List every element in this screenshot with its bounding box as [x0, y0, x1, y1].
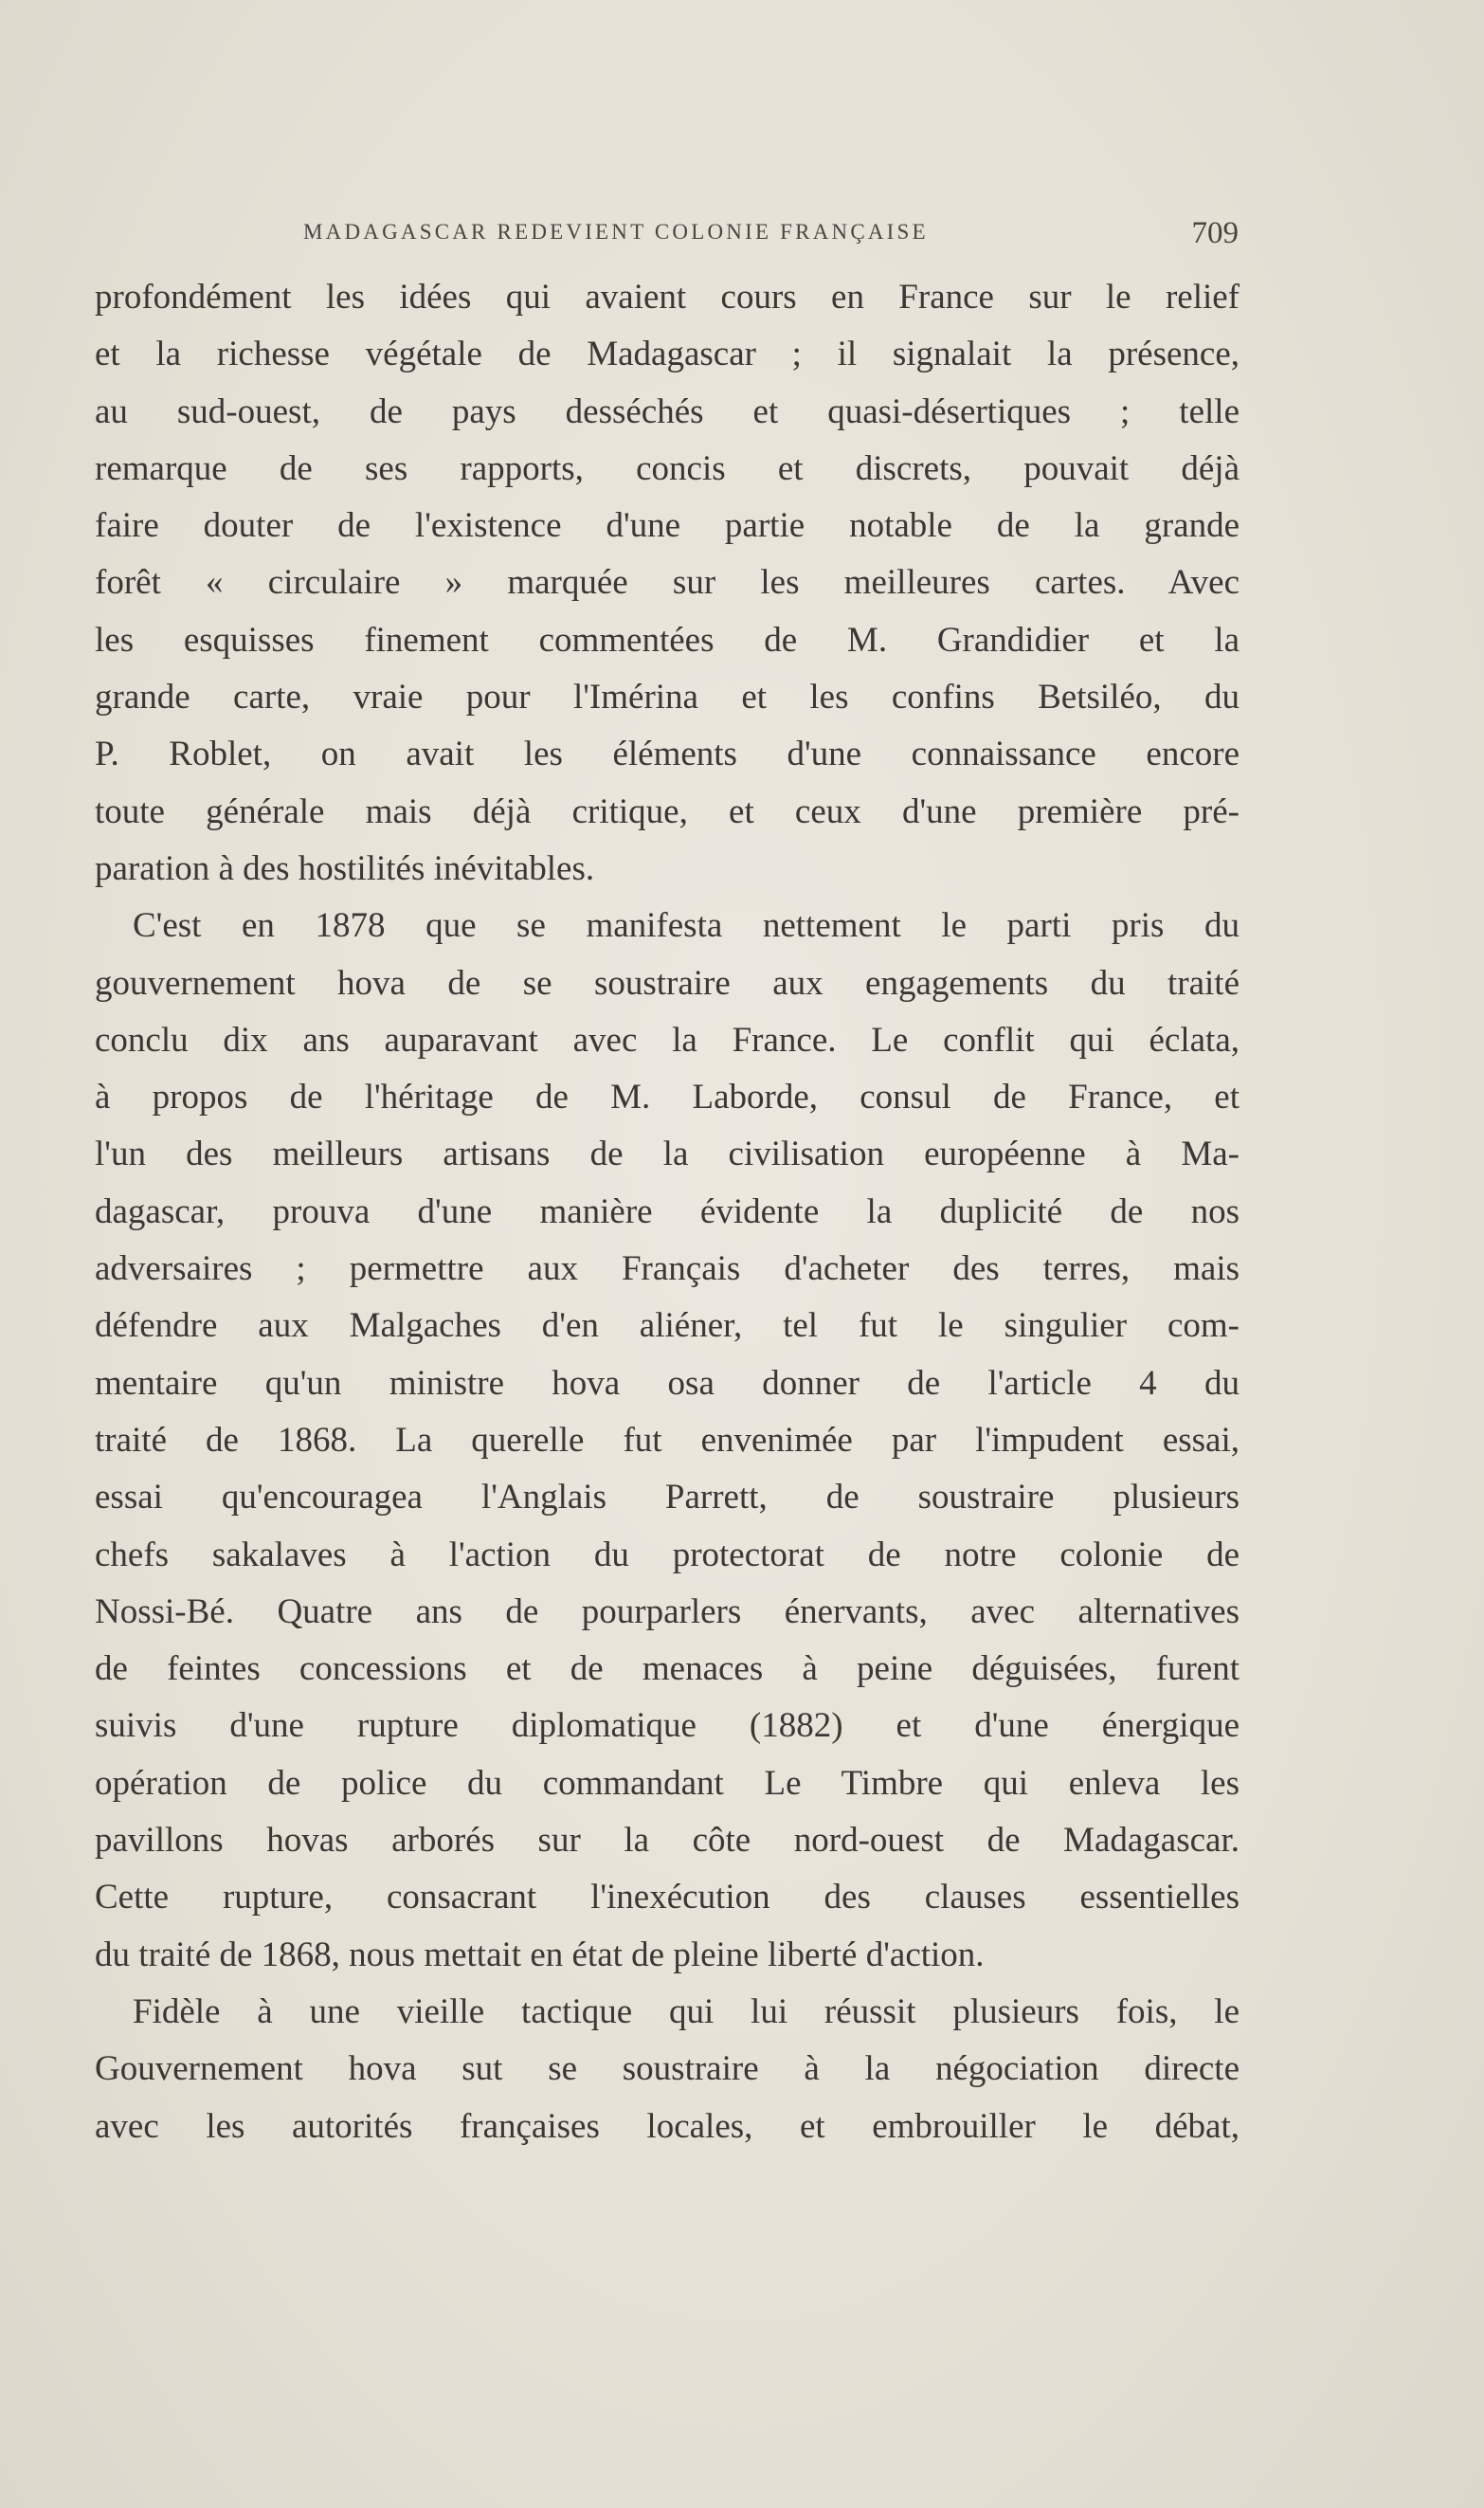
text-line: les esquisses finement commentées de M. Grandidier et la — [95, 620, 1240, 660]
running-head — [303, 216, 1239, 254]
text-line: et la richesse végétale de Madagascar ; il signalait la présence, — [95, 335, 1240, 374]
text-line: opération de police du commandant Le Timbre qui enleva les — [95, 1763, 1240, 1803]
text-line: de feintes concessions et de menaces à peine déguisées, furent — [95, 1649, 1240, 1689]
text-line: paration à des hostilités inévitables. — [95, 848, 595, 888]
text-line: gouvernement hova de se soustraire aux engagements du traité — [95, 963, 1240, 1003]
text-line: essai qu'encouragea l'Anglais Parrett, de soustraire plusieurs — [95, 1478, 1240, 1518]
running-title: MADAGASCAR REDEVIENT COLONIE FRANÇAISE — [303, 220, 929, 244]
text-line: faire douter de l'existence d'une partie notable de la grande — [95, 506, 1240, 546]
text-line: P. Roblet, on avait les éléments d'une connaissance encore — [95, 735, 1240, 774]
text-line: Cette rupture, consacrant l'inexécution des clauses essentielles — [95, 1878, 1240, 1917]
text-line: adversaires ; permettre aux Français d'acheter des terres, mais — [95, 1249, 1240, 1289]
text-line: à propos de l'héritage de M. Laborde, consul de France, et — [95, 1078, 1240, 1118]
page-number: 709 — [1191, 216, 1239, 250]
text-line: du traité de 1868, nous mettait en état de pleine liberté d'action. — [95, 1935, 985, 1974]
text-line: Nossi-Bé. Quatre ans de pourparlers énervants, avec alternatives — [95, 1591, 1240, 1631]
text-line: traité de 1868. La querelle fut envenimée par l'impudent essai, — [95, 1420, 1240, 1460]
text-line: dagascar, prouva d'une manière évidente la duplicité de nos — [95, 1191, 1240, 1231]
text-line: conclu dix ans auparavant avec la France. Le conflit qui éclata, — [95, 1020, 1240, 1060]
text-line: mentaire qu'un ministre hova osa donner de l'article 4 du — [95, 1363, 1240, 1403]
text-line: l'un des meilleurs artisans de la civilisation européenne à Ma- — [95, 1135, 1240, 1174]
text-line: pavillons hovas arborés sur la côte nord-ouest de Madagascar. — [95, 1821, 1240, 1861]
text-line: grande carte, vraie pour l'Imérina et les confins Betsiléo, du — [95, 678, 1240, 718]
text-line: profondément les idées qui avaient cours en France sur le relief — [95, 278, 1240, 317]
text-line: remarque de ses rapports, concis et discrets, pouvait déjà — [95, 448, 1240, 488]
text-line: toute générale mais déjà critique, et ceux d'une première pré- — [95, 791, 1240, 831]
body-text — [95, 269, 1240, 2155]
text-line: au sud-ouest, de pays desséchés et quasi-désertiques ; telle — [95, 391, 1240, 431]
text-line: forêt « circulaire » marquée sur les meilleures cartes. Avec — [95, 563, 1240, 603]
text-line: avec les autorités françaises locales, et embrouiller le débat, — [95, 2106, 1240, 2146]
text-line: défendre aux Malgaches d'en aliéner, tel fut le singulier com- — [95, 1306, 1240, 1346]
text-line: Gouvernement hova sut se soustraire à la négociation directe — [95, 2049, 1240, 2089]
text-line: suivis d'une rupture diplomatique (1882) et d'une énergique — [95, 1706, 1240, 1746]
text-line: Fidèle à une vieille tactique qui lui réussit plusieurs fois, le — [133, 1991, 1240, 2031]
text-line: chefs sakalaves à l'action du protectorat de notre colonie de — [95, 1535, 1240, 1574]
text-line: C'est en 1878 que se manifesta nettement le parti pris du — [133, 906, 1240, 946]
